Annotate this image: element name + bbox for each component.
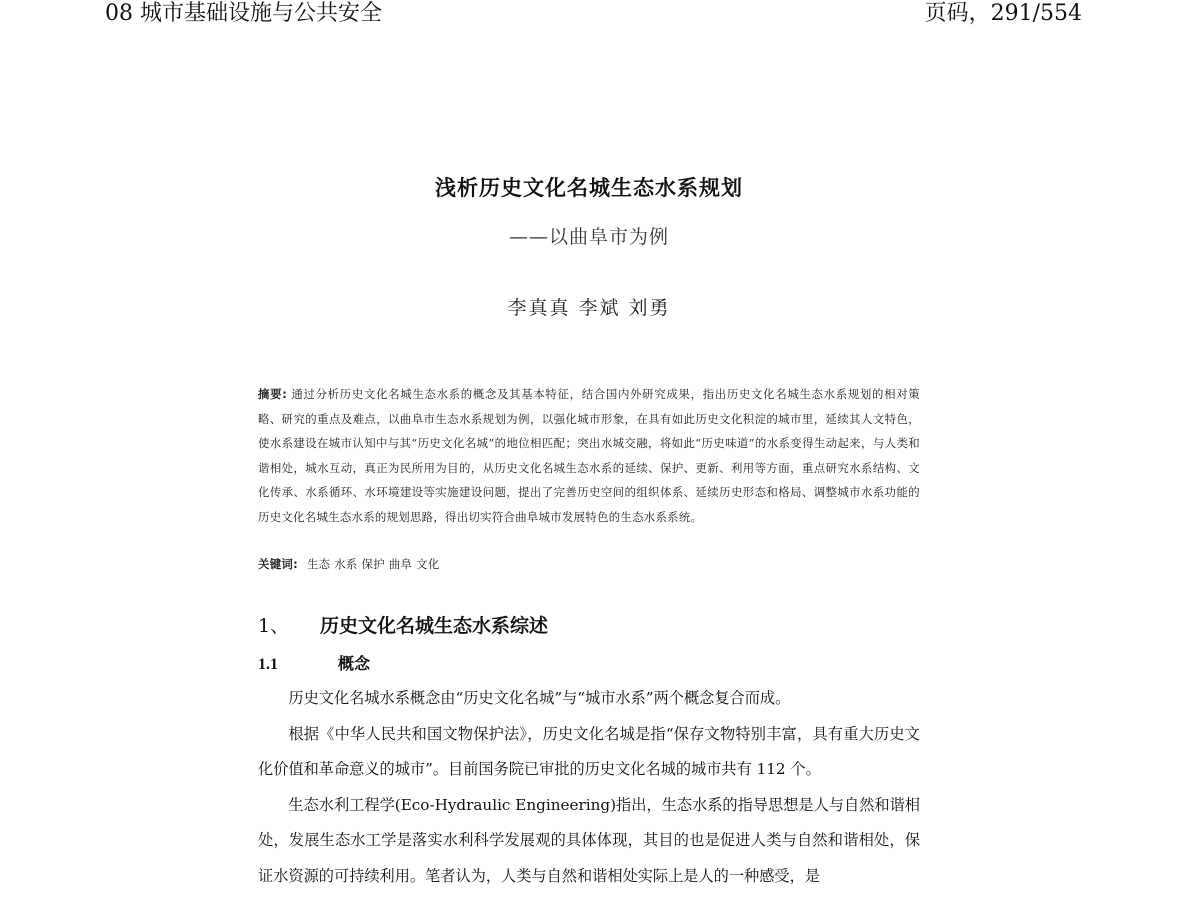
keywords-label: 关键词: [258, 557, 298, 571]
section-number: 1、 [258, 615, 290, 637]
keywords [258, 553, 920, 575]
page-number: 页码，291/554 [924, 1, 1082, 26]
paper-subtitle: ——以曲阜市为例 [508, 226, 669, 248]
paragraph: 生态水利工程学(Eco-Hydraulic Engineering)指出，生态水系的指导思想是人与自然和谐相处，发展生态水工学是落实水利科学发展观的具体体现，其目的也是促进人类与自然和谐相处，保证水资源的可持续利用。笔者认为，人类与自然和谐相处实际上是人的一种感受，是 [258, 795, 920, 885]
running-header-section: 08 城市基础设施与公共安全 [105, 1, 382, 26]
paragraph: 历史文化名城水系概念由“历史文化名城”与“城市水系”两个概念复合而成。 [288, 689, 791, 707]
abstract-text: 通过分析历史文化名城生态水系的概念及其基本特征，结合国内外研究成果，指出历史文化名城生态水系规划的相对策略、研究的重点及难点，以曲阜市生态水系规划为例，以强化城市形象，在具有如此历史文化积淀的城市里，延续其人文特色，使水系建设在城市认知中与其“历史文化名城”的地位相匹配；突出水城交融，将如此“历史味道”的水系变得生动起来，与人类和谐相处，城水互动，真正为民所用为目的，从历史文化名城生态水系的延续、保护、更新、利用等方面，重点研究水系结构、文化传承、水系循环、水环境建设等实施建设问题，提出了完善历史空间的组织体系、延续历史形态和格局、调整城市水系功能的历史文化名城生态水系的规划思路，得出切实符合曲阜城市发展特色的生态水系系统。 [258, 387, 920, 524]
body-text [258, 681, 920, 894]
paper-authors: 李真真 李斌 刘勇 [507, 297, 671, 319]
paper-title: 浅析历史文化名城生态水系规划 [435, 176, 743, 200]
section-title: 历史文化名城生态水系综述 [320, 615, 549, 637]
abstract-label: 摘要: [258, 387, 288, 401]
subsection-heading-1-1 [258, 652, 920, 677]
keywords-text: 生态 水系 保护 曲阜 文化 [306, 557, 440, 571]
abstract [258, 382, 920, 529]
subsection-number: 1.1 [258, 656, 278, 673]
section-heading-1 [258, 612, 920, 640]
paragraph: 根据《中华人民共和国文物保护法》，历史文化名城是指“保存文物特别丰富，具有重大历史文化价值和革命意义的城市”。目前国务院已审批的历史文化名城的城市共有 112 个。 [258, 724, 920, 778]
subsection-title: 概念 [338, 654, 371, 673]
